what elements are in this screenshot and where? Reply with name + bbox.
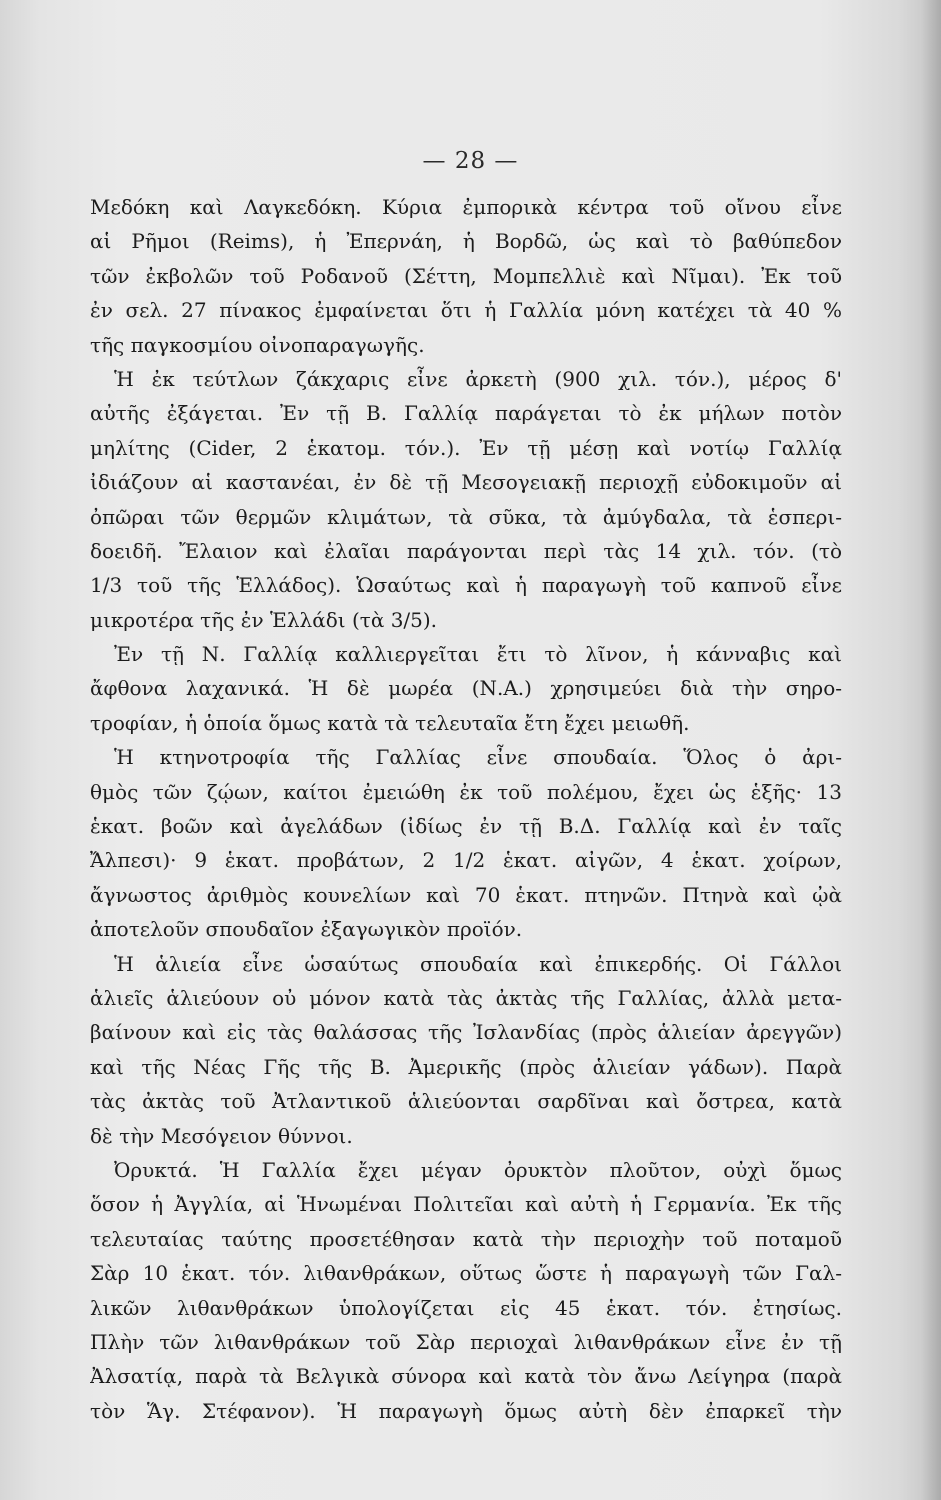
text-line: βαίνουν καὶ εἰς τὰς θαλάσσας τῆς Ἰσλανδίας (πρὸς ἁλιείαν ἀρεγγῶν) — [90, 1020, 842, 1045]
text-line: Ὀρυκτά. Ἡ Γαλλία ἔχει μέγαν ὀρυκτὸν πλοῦτον, οὐχὶ ὅμως — [114, 1157, 842, 1182]
text-line: Σὰρ 10 ἑκατ. τόν. λιθανθράκων, οὕτως ὥστε ἡ παραγωγὴ τῶν Γαλ- — [90, 1261, 842, 1286]
text-line: ἰδιάζουν αἱ καστανέαι, ἐν δὲ τῇ Μεσογειακῇ περιοχῇ εὐδοκιμοῦν αἱ — [90, 470, 842, 495]
text-line: Ἡ ἐκ τεύτλων ζάκχαρις εἶνε ἀρκετὴ (900 χιλ. τόν.), μέρος δ' — [114, 366, 842, 391]
text-line: αὐτῆς ἐξάγεται. Ἐν τῇ Β. Γαλλίᾳ παράγεται τὸ ἐκ μήλων ποτὸν — [90, 401, 842, 426]
text-line: Πλὴν τῶν λιθανθράκων τοῦ Σὰρ περιοχαὶ λιθανθράκων εἶνε ἐν τῇ — [90, 1329, 842, 1354]
text-line: μικροτέρα τῆς ἐν Ἑλλάδι (τὰ 3/5). — [90, 607, 438, 632]
text-line: ὅσον ἡ Ἀγγλία, αἱ Ἡνωμέναι Πολιτεῖαι καὶ αὐτὴ ἡ Γερμανία. Ἐκ τῆς — [90, 1192, 842, 1217]
text-line: τὰς ἀκτὰς τοῦ Ἀτλαντικοῦ ἁλιεύονται σαρδῖναι καὶ ὄστρεα, κατὰ — [90, 1089, 842, 1114]
text-line: ἄγνωστος ἀριθμὸς κουνελίων καὶ 70 ἑκατ. πτηνῶν. Πτηνὰ καὶ ᾠὰ — [90, 882, 842, 907]
text-line: ὀπῶραι τῶν θερμῶν κλιμάτων, τὰ σῦκα, τὰ ἀμύγδαλα, τὰ ἑσπερι- — [90, 504, 842, 529]
text-line: ἄφθονα λαχανικά. Ἡ δὲ μωρέα (Ν.Α.) χρησιμεύει διὰ τὴν σηρο- — [90, 676, 842, 701]
text-line: αἱ Ρῆμοι (Reims), ἡ Ἐπερνάη, ἡ Βορδῶ, ὡς καὶ τὸ βαθύπεδον — [90, 229, 842, 254]
text-line: λικῶν λιθανθράκων ὑπολογίζεται εἰς 45 ἑκατ. τόν. ἐτησίως. — [90, 1295, 842, 1320]
page-spine-shadow — [921, 0, 941, 1500]
text-line: Ἡ κτηνοτροφία τῆς Γαλλίας εἶνε σπουδαία. Ὅλος ὁ ἀρι- — [114, 745, 842, 770]
text-line: δὲ τὴν Μεσόγειον θύννοι. — [90, 1123, 353, 1148]
text-line: τὸν Ἅγ. Στέφανον). Ἡ παραγωγὴ ὅμως αὐτὴ δὲν ἐπαρκεῖ τὴν — [90, 1398, 842, 1423]
text-line: ἀποτελοῦν σπουδαῖον ἐξαγωγικὸν προϊόν. — [90, 917, 523, 942]
page-number: — 28 — — [422, 148, 519, 174]
body-text — [90, 190, 842, 1428]
text-line: Μεδόκη καὶ Λαγκεδόκη. Κύρια ἐμπορικὰ κέντρα τοῦ οἴνου εἶνε — [90, 195, 842, 219]
text-line: Ἐν τῇ Ν. Γαλλίᾳ καλλιεργεῖται ἔτι τὸ λῖνον, ἡ κάνναβις καὶ — [114, 642, 842, 667]
text-line: Ἡ ἁλιεία εἶνε ὡσαύτως σπουδαία καὶ ἐπικερδής. Οἱ Γάλλοι — [114, 951, 842, 976]
text-line: μηλίτης (Cider, 2 ἑκατομ. τόν.). Ἐν τῇ μέσῃ καὶ νοτίῳ Γαλλίᾳ — [90, 435, 842, 460]
text-line: Ἄλπεσι)· 9 ἑκατ. προβάτων, 2 1/2 ἑκατ. αἰγῶν, 4 ἑκατ. χοίρων, — [90, 848, 842, 873]
text-line: Ἀλσατίᾳ, παρὰ τὰ Βελγικὰ σύνορα καὶ κατὰ τὸν ἄνω Λείγηρα (παρὰ — [90, 1364, 842, 1389]
text-line: τῶν ἐκβολῶν τοῦ Ροδανοῦ (Σέττη, Μομπελλιὲ καὶ Νῖμαι). Ἐκ τοῦ — [90, 263, 842, 288]
text-line: καὶ τῆς Νέας Γῆς τῆς Β. Ἀμερικῆς (πρὸς ἁλιείαν γάδων). Παρὰ — [90, 1054, 842, 1079]
text-line: θμὸς τῶν ζῴων, καίτοι ἐμειώθη ἐκ τοῦ πολέμου, ἔχει ὡς ἑξῆς· 13 — [90, 779, 842, 804]
text-line: ἑκατ. βοῶν καὶ ἀγελάδων (ἰδίως ἐν τῇ Β.Δ. Γαλλίᾳ καὶ ἐν ταῖς — [90, 814, 842, 839]
text-line: δοειδῆ. Ἔλαιον καὶ ἐλαῖαι παράγονται περὶ τὰς 14 χιλ. τόν. (τὸ — [90, 538, 842, 563]
text-line: ἐν σελ. 27 πίνακος ἐμφαίνεται ὅτι ἡ Γαλλία μόνη κατέχει τὰ 40 % — [90, 298, 842, 323]
text-line: τελευταίας ταύτης προσετέθησαν κατὰ τὴν περιοχὴν τοῦ ποταμοῦ — [90, 1226, 842, 1251]
text-line: ἁλιεῖς ἁλιεύουν οὐ μόνον κατὰ τὰς ἀκτὰς τῆς Γαλλίας, ἀλλὰ μετα- — [90, 985, 842, 1010]
text-line: τροφίαν, ἡ ὁποία ὅμως κατὰ τὰ τελευταῖα ἔτη ἔχει μειωθῆ. — [90, 710, 690, 735]
text-line: 1/3 τοῦ τῆς Ἑλλάδος). Ὡσαύτως καὶ ἡ παραγωγὴ τοῦ καπνοῦ εἶνε — [90, 573, 842, 598]
text-line: τῆς παγκοσμίου οἰνοπαραγωγῆς. — [90, 332, 425, 357]
